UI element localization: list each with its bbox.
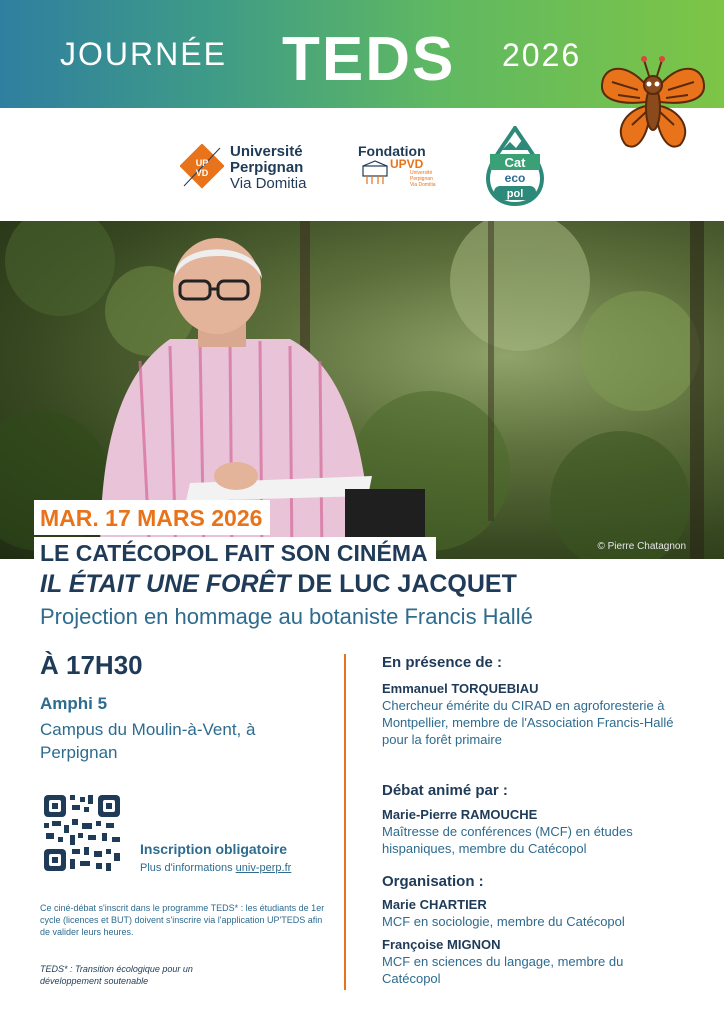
qr-code-icon[interactable] — [42, 793, 122, 873]
presence-name: Emmanuel TORQUEBIAU — [382, 681, 539, 696]
registration-info — [140, 862, 291, 874]
event-date: MAR. 17 MARS 2026 — [34, 500, 270, 535]
butterfly-icon — [598, 50, 708, 160]
fondation-emblem-icon — [360, 160, 390, 186]
registration-link[interactable]: univ-perp.fr — [235, 862, 292, 874]
event-room: Amphi 5 — [40, 694, 108, 713]
catecopol-text-2: eco — [504, 171, 526, 185]
fondation-small-text: Université Perpignan Via Domitia — [410, 170, 436, 188]
photo-credit: © Pierre Chatagnon — [597, 541, 686, 552]
presence-description: Chercheur émérite du CIRAD en agroforesterie à Montpellier, membre de l'Association Francis-Hallé pour la forêt primaire — [382, 698, 674, 747]
organiser-2-description: MCF en sciences du langage, membre du Catécopol — [382, 954, 624, 986]
upvd-badge-top: UP — [195, 158, 209, 168]
event-title: LE CATÉCOPOL FAIT SON CINÉMA — [34, 537, 436, 567]
header-journee: JOURNÉE — [60, 36, 227, 72]
column-divider — [344, 654, 346, 990]
upvd-badge-bottom: VD — [195, 168, 209, 178]
fondation-logo-line2: UPVD — [390, 157, 424, 171]
organiser-2-name: Françoise MIGNON — [382, 937, 501, 952]
registration-info-prefix: Plus d'informations — [140, 862, 236, 874]
teds-definition: TEDS* : Transition écologique pour un développement soutenable — [40, 964, 193, 986]
catecopol-text-1: Cat — [504, 155, 526, 170]
event-campus: Campus du Moulin-à-Vent, à Perpignan — [40, 720, 256, 762]
upvd-name-line3: Via Domitia — [230, 175, 307, 192]
upvd-name-line1: Université — [230, 143, 303, 160]
projection-text: Projection en hommage au botaniste Francis Hallé — [40, 604, 533, 629]
fondation-logo-line1: Fondation — [358, 143, 426, 159]
debate-name: Marie-Pierre RAMOUCHE — [382, 807, 538, 822]
organisation-title: Organisation : — [382, 873, 484, 890]
event-time: À 17H30 — [40, 650, 143, 680]
registration-title: Inscription obligatoire — [140, 841, 288, 857]
debate-description: Maîtresse de conférences (MCF) en études hispaniques, membre du Catécopol — [382, 824, 633, 856]
header-year: 2026 — [502, 37, 582, 73]
presence-title: En présence de : — [382, 654, 503, 671]
film-title — [40, 570, 517, 599]
header-teds-logo: TEDS — [282, 25, 456, 94]
catecopol-logo — [484, 126, 546, 206]
organiser-1-description: MCF en sociologie, membre du Catécopol — [382, 914, 625, 929]
film-title-italic: IL ÉTAIT UNE FORÊT — [40, 570, 291, 598]
catecopol-text-3: pol — [506, 188, 524, 200]
organiser-1-name: Marie CHARTIER — [382, 897, 487, 912]
upvd-name-line2: Perpignan — [230, 159, 304, 176]
registration-note: Ce ciné-débat s'inscrit dans le programme TEDS* : les étudiants de 1er cycle (licences et BUT) doivent s'inscrire via l'application UP'TEDS afin de valider leurs heures. — [40, 903, 325, 937]
debate-title: Débat animé par : — [382, 782, 508, 799]
film-author: DE LUC JACQUET — [290, 570, 517, 598]
upvd-badge-icon — [180, 144, 224, 190]
